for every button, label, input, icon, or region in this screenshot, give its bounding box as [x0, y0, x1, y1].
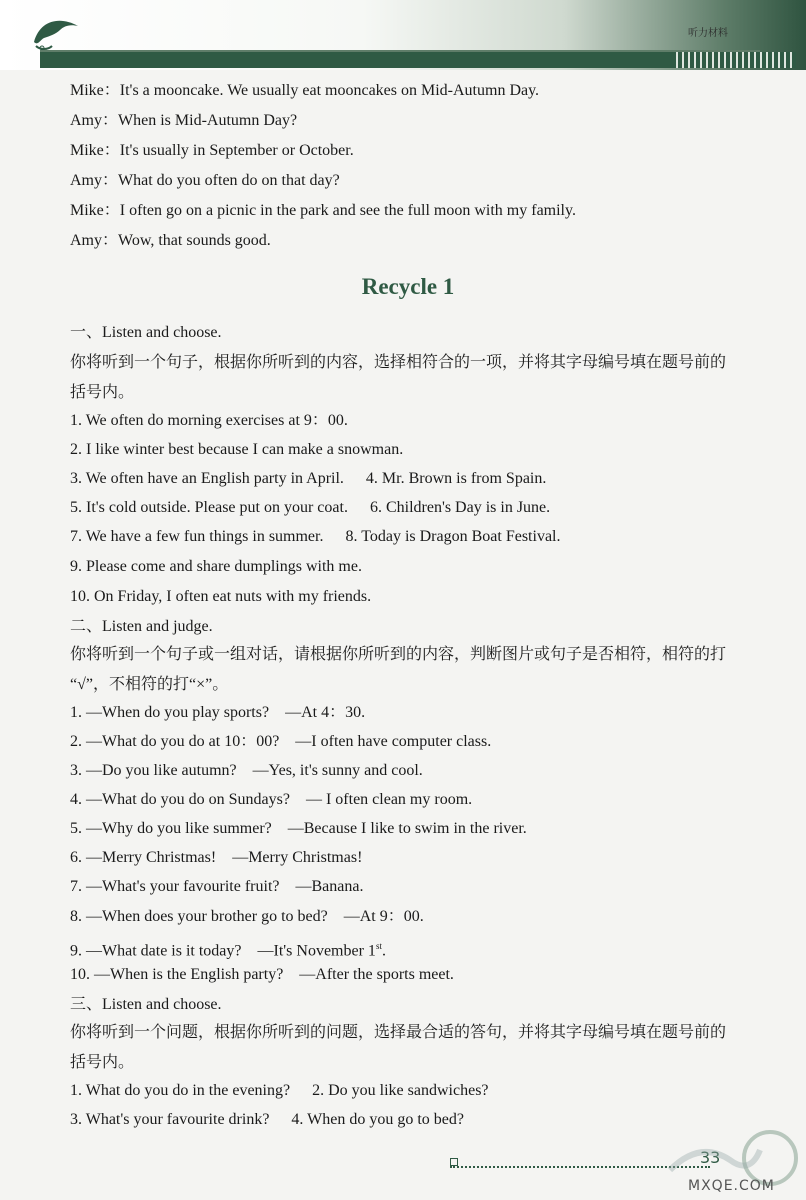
- list-item-pair: 3. We often have an English party in April. 4. Mr. Brown is from Spain.: [70, 470, 547, 487]
- list-item: 2. —What do you do at 10：00? —I often have computer class.: [70, 733, 492, 750]
- list-item: 5. —Why do you like summer? —Because I like to swim in the river.: [70, 820, 527, 837]
- dialogue-line: Amy：When is Mid-Autumn Day?: [70, 112, 298, 129]
- list-item: 1. —When do you play sports? —At 4：30.: [70, 704, 366, 721]
- dialogue-line: Mike：It's a mooncake. We usually eat mooncakes on Mid-Autumn Day.: [70, 82, 540, 99]
- list-item: 2. I like winter best because I can make a snowman.: [70, 441, 404, 458]
- list-item: 3. —Do you like autumn? —Yes, it's sunny and cool.: [70, 762, 423, 779]
- list-item: 9. —What date is it today? —It's November 1st.: [70, 941, 386, 960]
- list-item-pair: 3. What's your favourite drink? 4. When do you go to bed?: [70, 1111, 464, 1128]
- list-item: 4. —What do you do on Sundays? — I often clean my room.: [70, 791, 473, 808]
- header-band: [40, 52, 760, 68]
- dialogue-line: Mike：It's usually in September or October.: [70, 142, 354, 159]
- page-header: [0, 0, 806, 70]
- page-number: 33: [700, 1148, 721, 1167]
- list-item-pair: 5. It's cold outside. Please put on your coat. 6. Children's Day is in June.: [70, 499, 551, 516]
- section2-instruction: “√”，不相符的打“×”。: [70, 676, 229, 693]
- list-item: 10. On Friday, I often eat nuts with my friends.: [70, 588, 372, 605]
- list-item: 8. —When does your brother go to bed? —At 9：00.: [70, 908, 424, 925]
- list-item: 6. —Merry Christmas! —Merry Christmas!: [70, 849, 363, 866]
- list-item-pair: 7. We have a few fun things in summer. 8. Today is Dragon Boat Festival.: [70, 528, 561, 545]
- section3-instruction: 括号内。: [70, 1054, 135, 1071]
- section2-instruction: 你将听到一个句子或一组对话，请根据你所听到的内容，判断图片或句子是否相符，相符的打: [70, 646, 727, 663]
- list-item: 10. —When is the English party? —After the sports meet.: [70, 966, 454, 983]
- section1-instruction: 括号内。: [70, 384, 135, 401]
- watermark-text: MXQE.COM: [688, 1178, 775, 1194]
- list-item: 9. Please come and share dumplings with me.: [70, 558, 362, 575]
- list-item: 1. We often do morning exercises at 9：00.: [70, 412, 348, 429]
- square-bullet-icon: [450, 1158, 458, 1166]
- section-title: Recycle 1: [361, 274, 455, 299]
- dialogue-line: Amy：Wow, that sounds good.: [70, 232, 271, 249]
- dialogue-line: Amy：What do you often do on that day?: [70, 172, 340, 189]
- section3-instruction: 你将听到一个问题，根据你所听到的问题，选择最合适的答句，并将其字母编号填在题号前的: [70, 1024, 727, 1041]
- header-label: 听力材料: [688, 28, 728, 39]
- dolphin-logo-icon: [30, 12, 82, 54]
- section1-instruction: 你将听到一个句子，根据你所听到的内容，选择相符合的一项，并将其字母编号填在题号前的: [70, 354, 727, 371]
- list-item-pair: 1. What do you do in the evening? 2. Do you like sandwiches?: [70, 1082, 489, 1099]
- header-ticks: [676, 52, 796, 68]
- section1-heading: 一、Listen and choose.: [70, 324, 222, 341]
- section2-heading: 二、Listen and judge.: [70, 618, 213, 635]
- dialogue-line: Mike：I often go on a picnic in the park and see the full moon with my family.: [70, 202, 576, 219]
- section3-heading: 三、Listen and choose.: [70, 996, 222, 1013]
- list-item: 7. —What's your favourite fruit? —Banana.: [70, 878, 364, 895]
